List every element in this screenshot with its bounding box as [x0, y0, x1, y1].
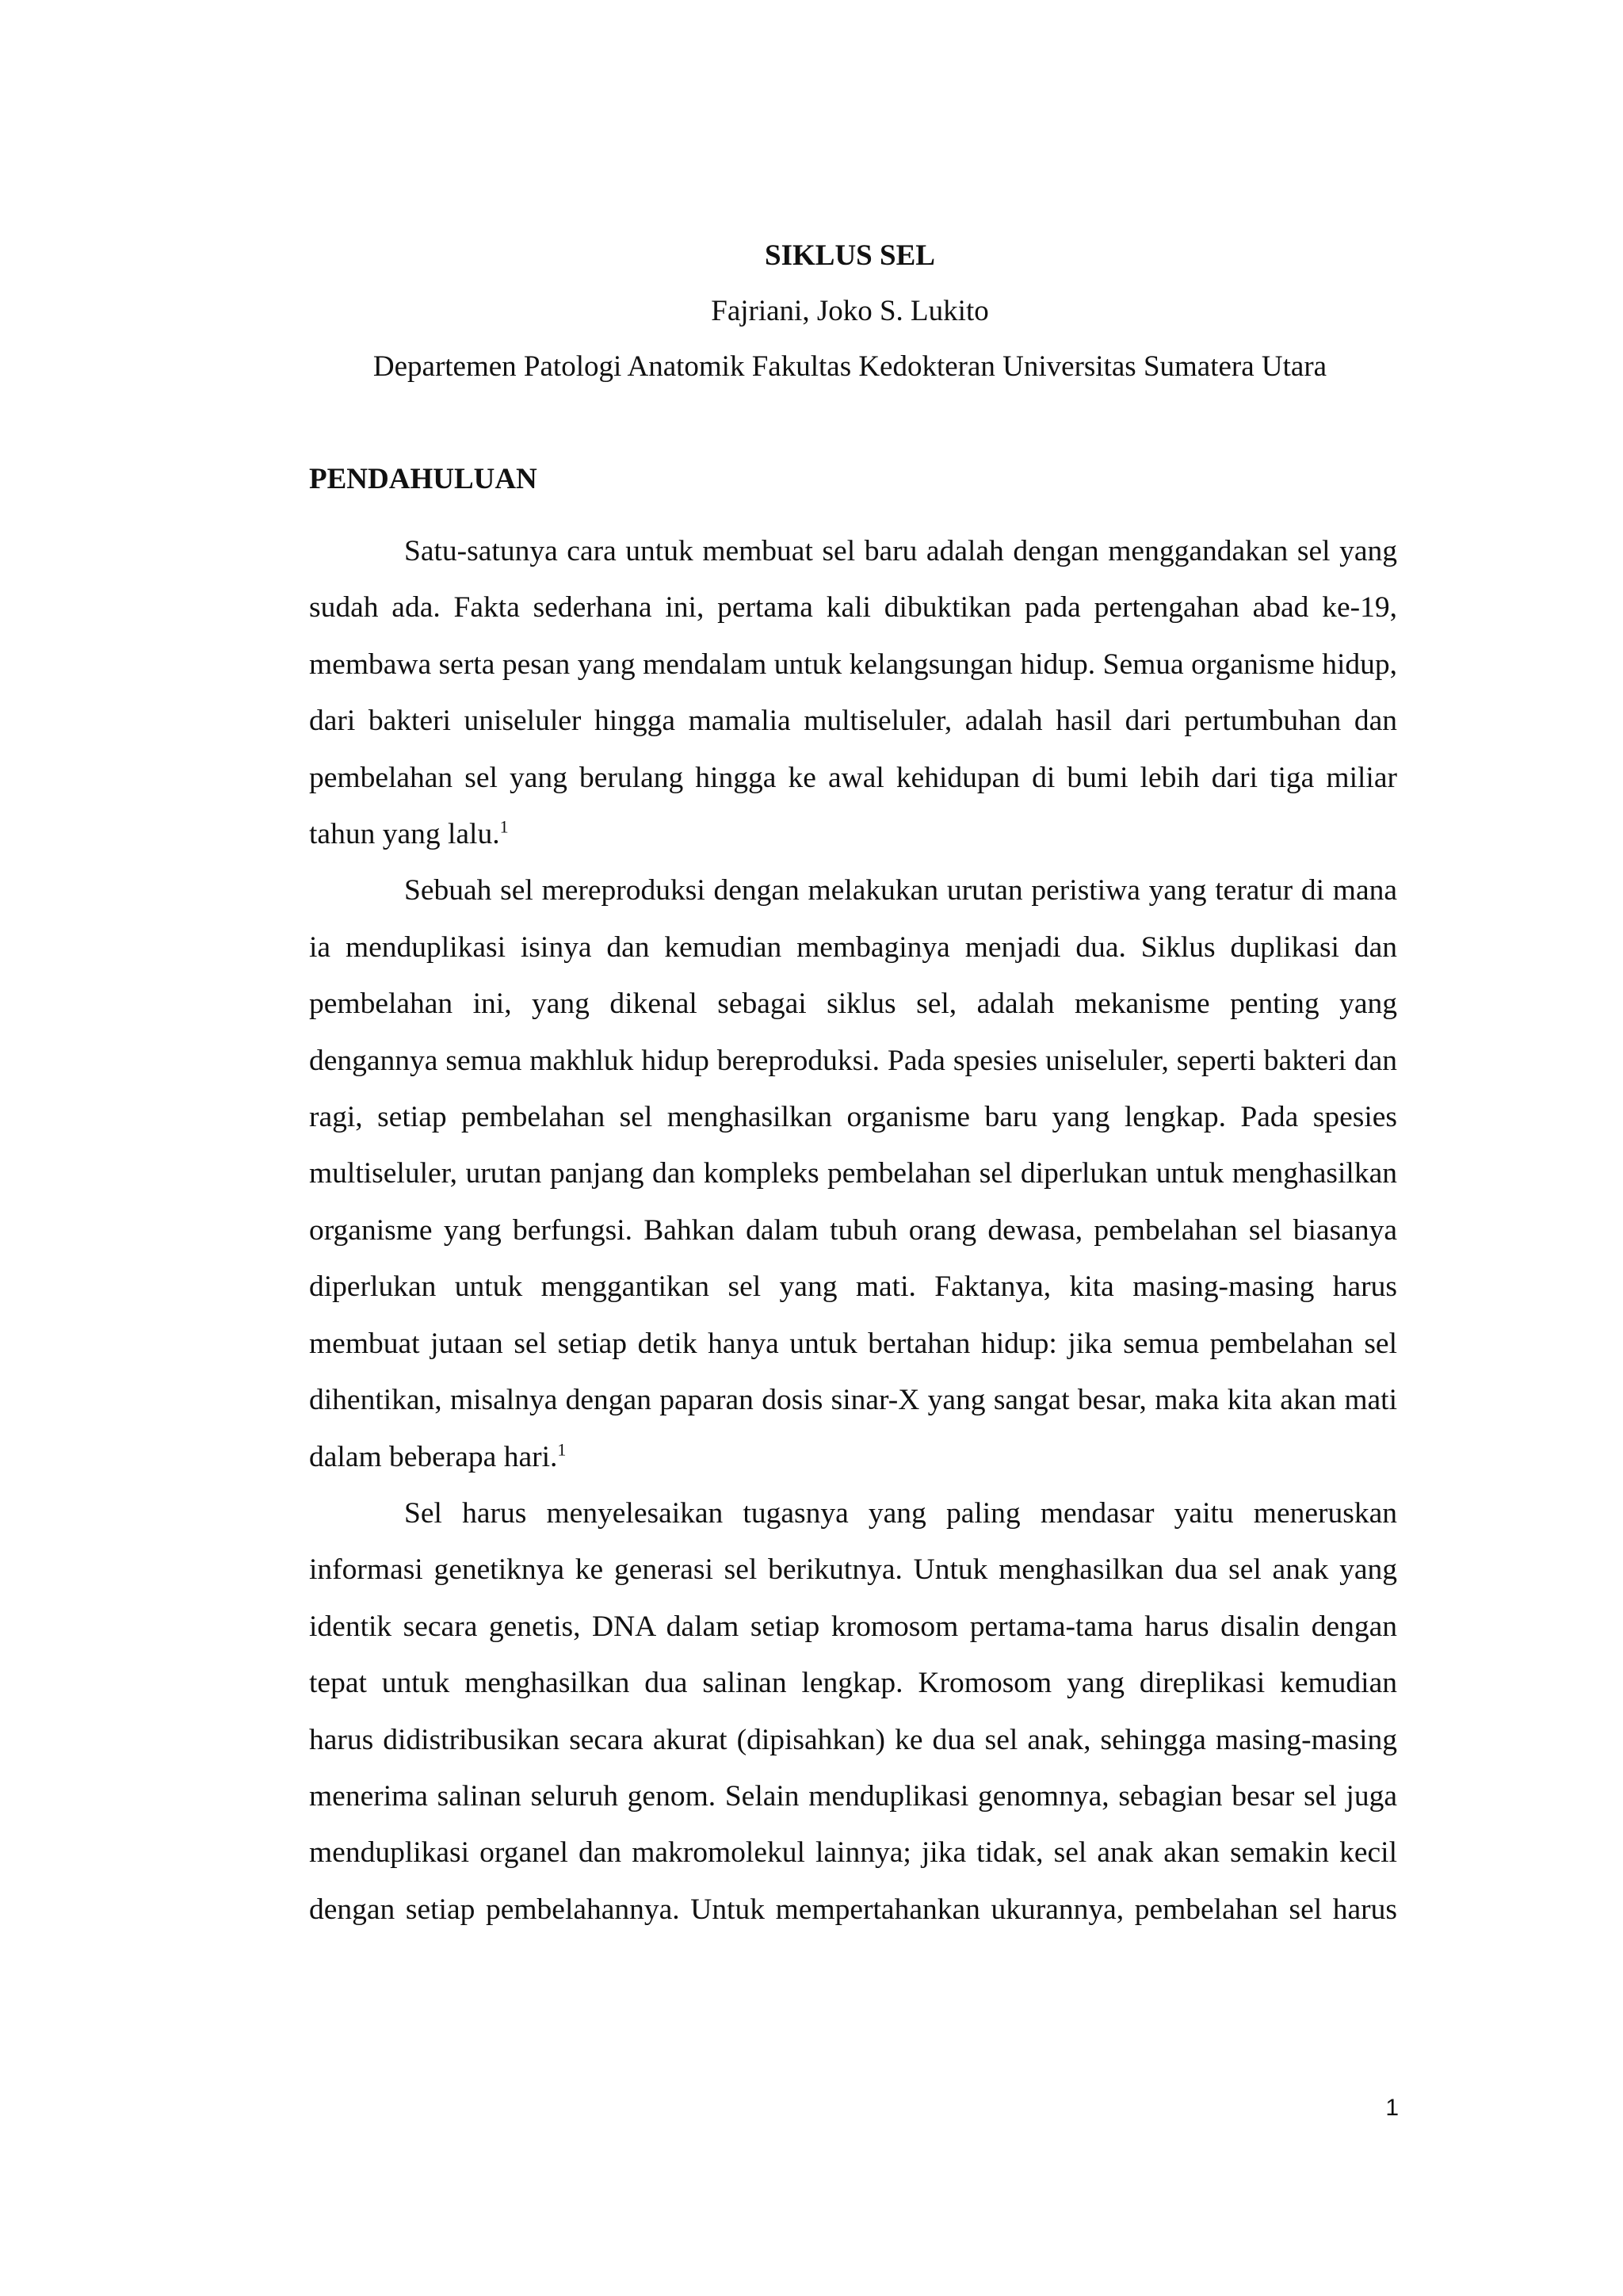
document-header [301, 228, 1399, 395]
paragraph-1 [309, 523, 1397, 862]
paragraph-text: Sel harus menyelesaikan tugasnya yang paling mendasar yaitu meneruskan informasi genetiknya ke generasi sel berikutnya. Untuk menghasilkan dua sel anak yang identik secara genetis, DNA dalam setiap kromosom pertama-tama harus disalin dengan tepat untuk menghasilkan dua salinan lengkap. Kromosom yang direplikasi kemudian harus didistribusikan secara akurat (dipisahkan) ke dua sel anak, sehingga masing-masing menerima salinan seluruh genom. Selain menduplikasi genomnya, sebagian besar sel juga menduplikasi organel dan makromolekul lainnya; jika tidak, sel anak akan semakin kecil dengan setiap pembelahannya. Untuk mempertahankan ukurannya, pembelahan sel harus [309, 1496, 1397, 1926]
paragraph-3 [309, 1485, 1397, 1938]
section-body [309, 523, 1397, 1938]
document-title: SIKLUS SEL [765, 239, 935, 272]
paragraph-2 [309, 862, 1397, 1484]
section-heading: PENDAHULUAN [309, 463, 537, 495]
document-affiliation: Departemen Patologi Anatomik Fakultas Kedokteran Universitas Sumatera Utara [372, 350, 1327, 383]
footnote-reference: 1 [499, 816, 509, 837]
document-authors: Fajriani, Joko S. Lukito [711, 295, 989, 327]
paragraph-text: Sebuah sel mereproduksi dengan melakukan urutan peristiwa yang teratur di mana ia menduplikasi isinya dan kemudian membaginya menjadi dua. Siklus duplikasi dan pembelahan ini, yang dikenal sebagai siklus sel, adalah mekanisme penting yang dengannya semua makhluk hidup bereproduksi. Pada spesies uniseluler, seperti bakteri dan ragi, setiap pembelahan sel menghasilkan organisme baru yang lengkap. Pada spesies multiseluler, urutan panjang dan kompleks pembelahan sel diperlukan untuk menghasilkan organisme yang berfungsi. Bahkan dalam tubuh orang dewasa, pembelahan sel biasanya diperlukan untuk menggantikan sel yang mati. Faktanya, kita masing-masing harus membuat jutaan sel setiap detik hanya untuk bertahan hidup: jika semua pembelahan sel dihentikan, misalnya dengan paparan dosis sinar-X yang sangat besar, maka kita akan mati dalam beberapa hari. [309, 874, 1397, 1473]
page-number: 1 [1385, 2095, 1399, 2121]
footnote-reference: 1 [557, 1439, 567, 1459]
paragraph-text: Satu-satunya cara untuk membuat sel baru adalah dengan menggandakan sel yang sudah ada. Fakta sederhana ini, pertama kali dibuktikan pada pertengahan abad ke-19, membawa serta pesan yang mendalam untuk kelangsungan hidup. Semua organisme hidup, dari bakteri uniseluler hingga mamalia multiseluler, adalah hasil dari pertumbuhan dan pembelahan sel yang berulang hingga ke awal kehidupan di bumi lebih dari tiga miliar tahun yang lalu. [309, 535, 1397, 851]
